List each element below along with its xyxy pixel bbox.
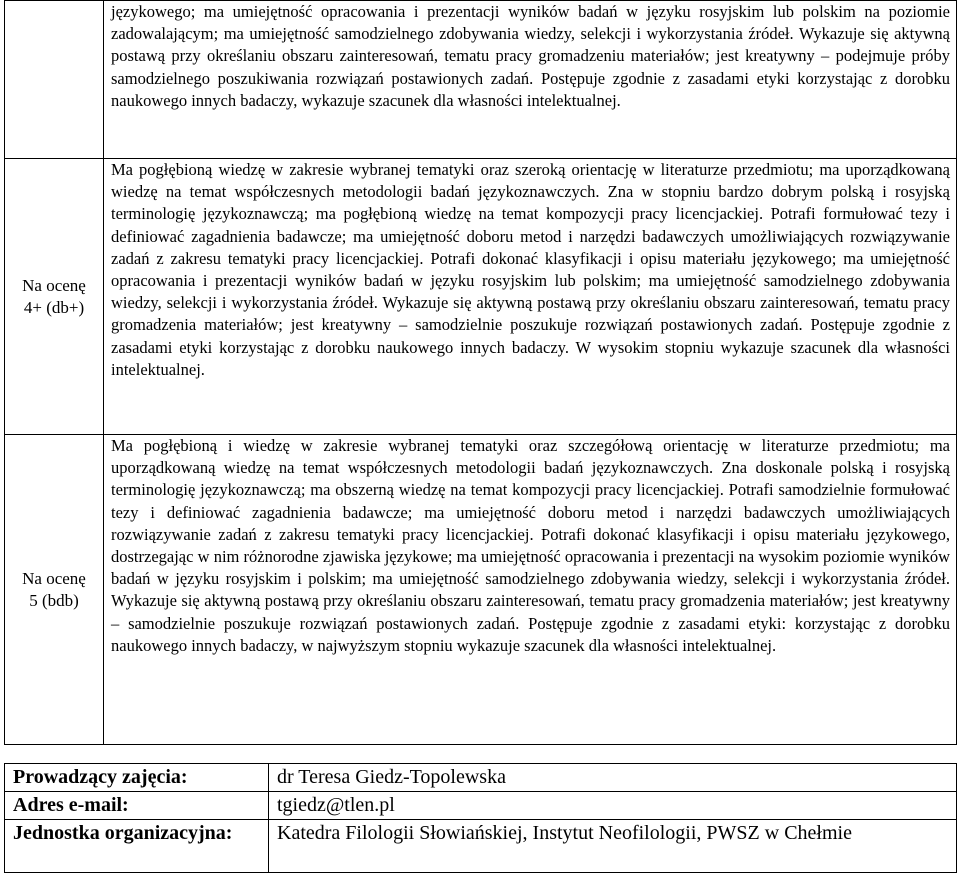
grade-description — [104, 1, 957, 159]
course-info-table — [4, 763, 957, 873]
grade-label-line2: 4+ (db+) — [23, 297, 85, 317]
unit-value: Katedra Filologii Słowiańskiej, Instytut Neofilologii, PWSZ w Chełmie — [269, 820, 957, 873]
grade-description — [104, 435, 957, 745]
email-value[interactable]: tgiedz@tlen.pl — [269, 792, 957, 820]
grade-label — [5, 159, 104, 435]
email-row — [5, 792, 957, 820]
grade-label — [5, 435, 104, 745]
unit-row — [5, 820, 957, 873]
grade-label-line1: Na ocenę — [22, 275, 86, 295]
email-label: Adres e-mail: — [5, 792, 269, 820]
instructor-row — [5, 764, 957, 792]
grade-description-text: językowego; ma umiejętność opracowania i prezentacji wyników badań w języku rosyjskim lub polskim na poziomie zadowalającym; ma umiejętność samodzielnego zdobywania wiedzy, selekcji i wykorzystania źródeł. Wykazuje się aktywną postawą przy określaniu obszaru zainteresowań, tematu pracy gromadzeniu materiałów; jest kreatywny – podejmuje próby samodzielnego poszukiwania rozwiązań postawionych zadań. Postępuje zgodnie z zasadami etyki korzystając z dorobku naukowego innych badaczy, wykazuje szacunek dla własności intelektualnej. — [111, 2, 950, 110]
grade-description-text: Ma pogłębioną wiedzę w zakresie wybranej tematyki oraz szeroką orientację w literaturze przedmiotu; ma uporządkowaną wiedzę na temat współczesnych metodologii badań językoznawczych. Zna w stopniu bardzo dobrym polską i rosyjską terminologię językoznawczą; ma pogłębioną wiedzę na temat kompozycji pracy licencjackiej. Potrafi formułować tezy i definiować zagadnienia badawcze; ma umiejętność doboru metod i narzędzi badawczych umożliwiających rozwiązywanie zadań z zakresu tematyki pracy licencjackiej. Potrafi dokonać klasyfikacji i opisu materiału językowego; ma umiejętność opracowania i prezentacji wyników badań w języku rosyjskim lub polskim; ma umiejętność samodzielnego zdobywania wiedzy, selekcji i wykorzystania źródeł. Wykazuje się aktywną postawą przy określaniu obszaru zainteresowań, tematu pracy gromadzenia materiałów; jest kreatywny – samodzielnie poszukuje rozwiązań postawionych zadań. Postępuje zgodnie z zasadami etyki korzystając z dorobku naukowego innych badaczy. W wysokim stopniu wykazuje szacunek dla własności intelektualnej. — [111, 160, 950, 379]
grade-label-line1: Na ocenę — [22, 568, 86, 588]
unit-label: Jednostka organizacyjna: — [5, 820, 269, 873]
grading-criteria-table — [4, 0, 957, 745]
grade-description-text: Ma pogłębioną i wiedzę w zakresie wybranej tematyki oraz szczegółową orientację w literaturze przedmiotu; ma uporządkowaną wiedzę na temat współczesnych metodologii badań językoznawczych. Zna doskonale polską i rosyjską terminologię językoznawczą; ma obszerną wiedzę na temat kompozycji pracy licencjackiej. Potrafi samodzielnie formułować tezy i definiować zagadnienia badawcze; ma umiejętność doboru metod i narzędzi badawczych umożliwiających rozwiązywanie zadań z zakresu tematyki pracy licencjackiej. Potrafi dokonać klasyfikacji i opisu materiału językowego, dostrzegając w nim różnorodne zjawiska językowe; ma umiejętność opracowania i prezentacji na wysokim poziomie wyników badań w języku rosyjskim i polskim; ma umiejętność samodzielnego zdobywania wiedzy, selekcji i wykorzystania źródeł. Wykazuje się aktywną postawą przy określaniu obszaru zainteresowań, tematu pracy gromadzenia materiałów; jest kreatywny – samodzielnie poszukuje rozwiązań postawionych zadań. Postępuje zgodnie z zasadami etyki: korzystając z dorobku naukowego innych badaczy, w najwyższym stopniu wykazuje szacunek dla własności intelektualnej. — [111, 436, 950, 655]
grade-row-4plus — [5, 159, 957, 435]
instructor-label: Prowadzący zajęcia: — [5, 764, 269, 792]
grade-row-5 — [5, 435, 957, 745]
instructor-value: dr Teresa Giedz-Topolewska — [269, 764, 957, 792]
grade-description — [104, 159, 957, 435]
grade-label-line2: 5 (bdb) — [29, 590, 79, 610]
grade-label-empty — [5, 1, 104, 159]
grade-row-continuation — [5, 1, 957, 159]
